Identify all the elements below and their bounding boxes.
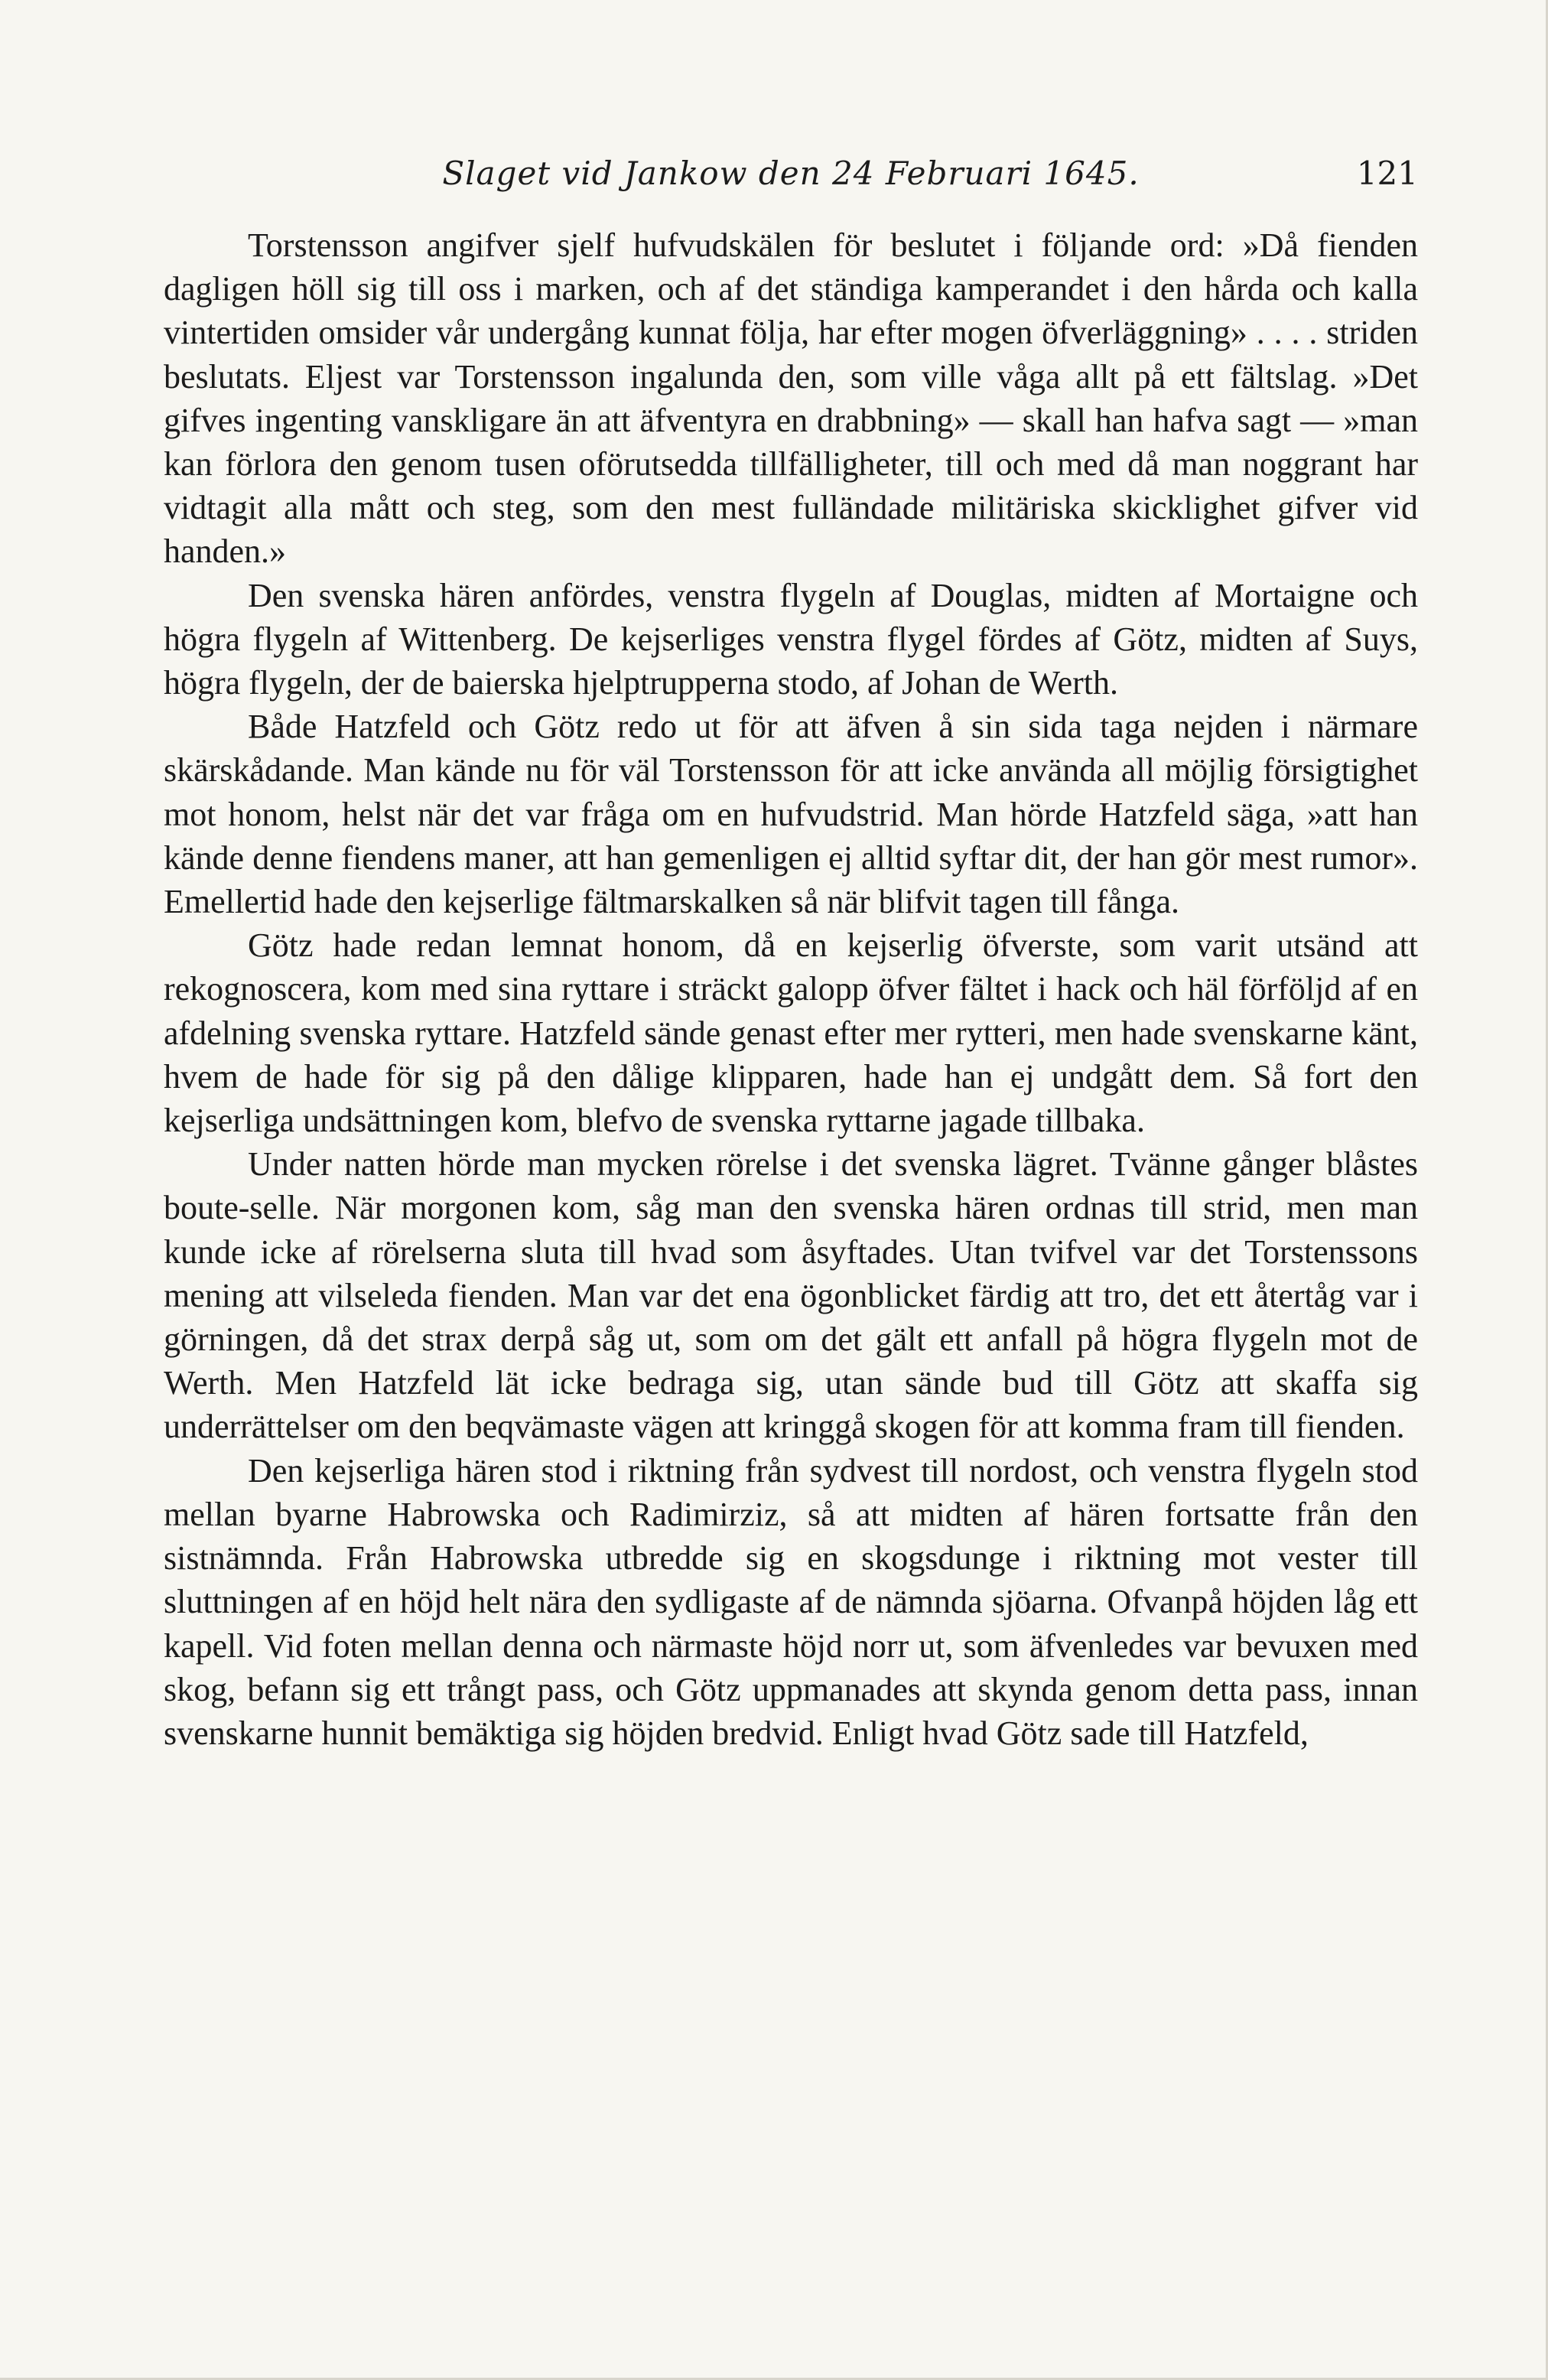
page-header [164,147,1418,208]
paragraph: Både Hatzfeld och Götz redo ut för att äfven å sin sida taga nejden i närmare skärskådande. Man kände nu för väl Torstensson för att icke använda all möjlig försigtighet mot honom, helst när det var fråga om en hufvudstrid. Man hörde Hatzfeld säga, »att han kände denne fiendens maner, att han gemenligen ej alltid syftar dit, der han gör mest rumor». Emellertid hade den kejserlige fältmarskalken så när blifvit tagen till fånga. [164,708,1418,921]
paragraph: Under natten hörde man mycken rörelse i det svenska lägret. Tvänne gånger blåstes boute-selle. När morgonen kom, såg man den svenska hären ordnas till strid, men man kunde icke af rörelserna sluta till hvad som åsyftades. Utan tvifvel var det Torstenssons mening att vilseleda fienden. Man var det ena ögonblicket färdig att tro, det ett återtåg var i görningen, då det strax derpå såg ut, som om det gält ett anfall på högra flygeln mot de Werth. Men Hatzfeld lät icke bedraga sig, utan sände bud till Götz att skaffa sig underrättelser om den beqvämaste vägen att kringgå skogen för att komma fram till fienden. [164,1145,1418,1446]
paragraph: Den svenska hären anfördes, venstra flygeln af Douglas, midten af Mortaigne och högra flygeln af Wittenberg. De kejserliges venstra flygel fördes af Götz, midten af Suys, högra flygeln, der de baierska hjelptrupperna stodo, af Johan de Werth. [164,576,1418,702]
body-text [164,223,1418,1755]
running-title: Slaget vid Jankow den 24 Februari 1645. [442,155,1140,192]
page-number: 121 [1356,155,1418,192]
paragraph: Götz hade redan lemnat honom, då en kejserlig öfverste, som varit utsänd att rekognoscera, kom med sina ryttare i sträckt galopp öfver fältet i hack och häl förföljd af en afdelning svenska ryttare. Hatzfeld sände genast efter mer rytteri, men hade svenskarne känt, hvem de hade för sig på den dålige klipparen, hade han ej undgått dem. Så fort den kejserliga undsättningen kom, blefvo de svenska ryttarne jagade tillbaka. [164,926,1418,1140]
paragraph: Den kejserliga hären stod i riktning från sydvest till nordost, och venstra flygeln stod mellan byarne Habrowska och Radimirziz, så att midten af hären fortsatte från den sistnämnda. Från Habrowska utbredde sig en skogsdunge i riktning mot vester till sluttningen af en höjd helt nära den sydligaste af de nämnda sjöarna. Ofvanpå höjden låg ett kapell. Vid foten mellan denna och närmaste höjd norr ut, som äfvenledes var bevuxen med skog, befann sig ett trångt pass, och Götz uppmanades att skynda genom detta pass, innan svenskarne hunnit bemäktiga sig höjden bredvid. Enligt hvad Götz sade till Hatzfeld, [164,1451,1418,1752]
paragraph: Torstensson angifver sjelf hufvudskälen för beslutet i följande ord: »Då fienden dagligen höll sig till oss i marken, och af det ständiga kamperandet i den hårda och kalla vintertiden omsider vår undergång kunnat följa, har efter mogen öfverläggning» . . . . striden beslutats. Eljest var Torstensson ingalunda den, som ville våga allt på ett fältslag. »Det gifves ingenting vanskligare än att äfventyra en drabbning» — skall han hafva sagt — »man kan förlora den genom tusen oförutsedda tillfälligheter, till och med då man noggrant har vidtagit alla mått och steg, som den mest fulländade militäriska skicklighet gifver vid handen.» [164,226,1418,571]
